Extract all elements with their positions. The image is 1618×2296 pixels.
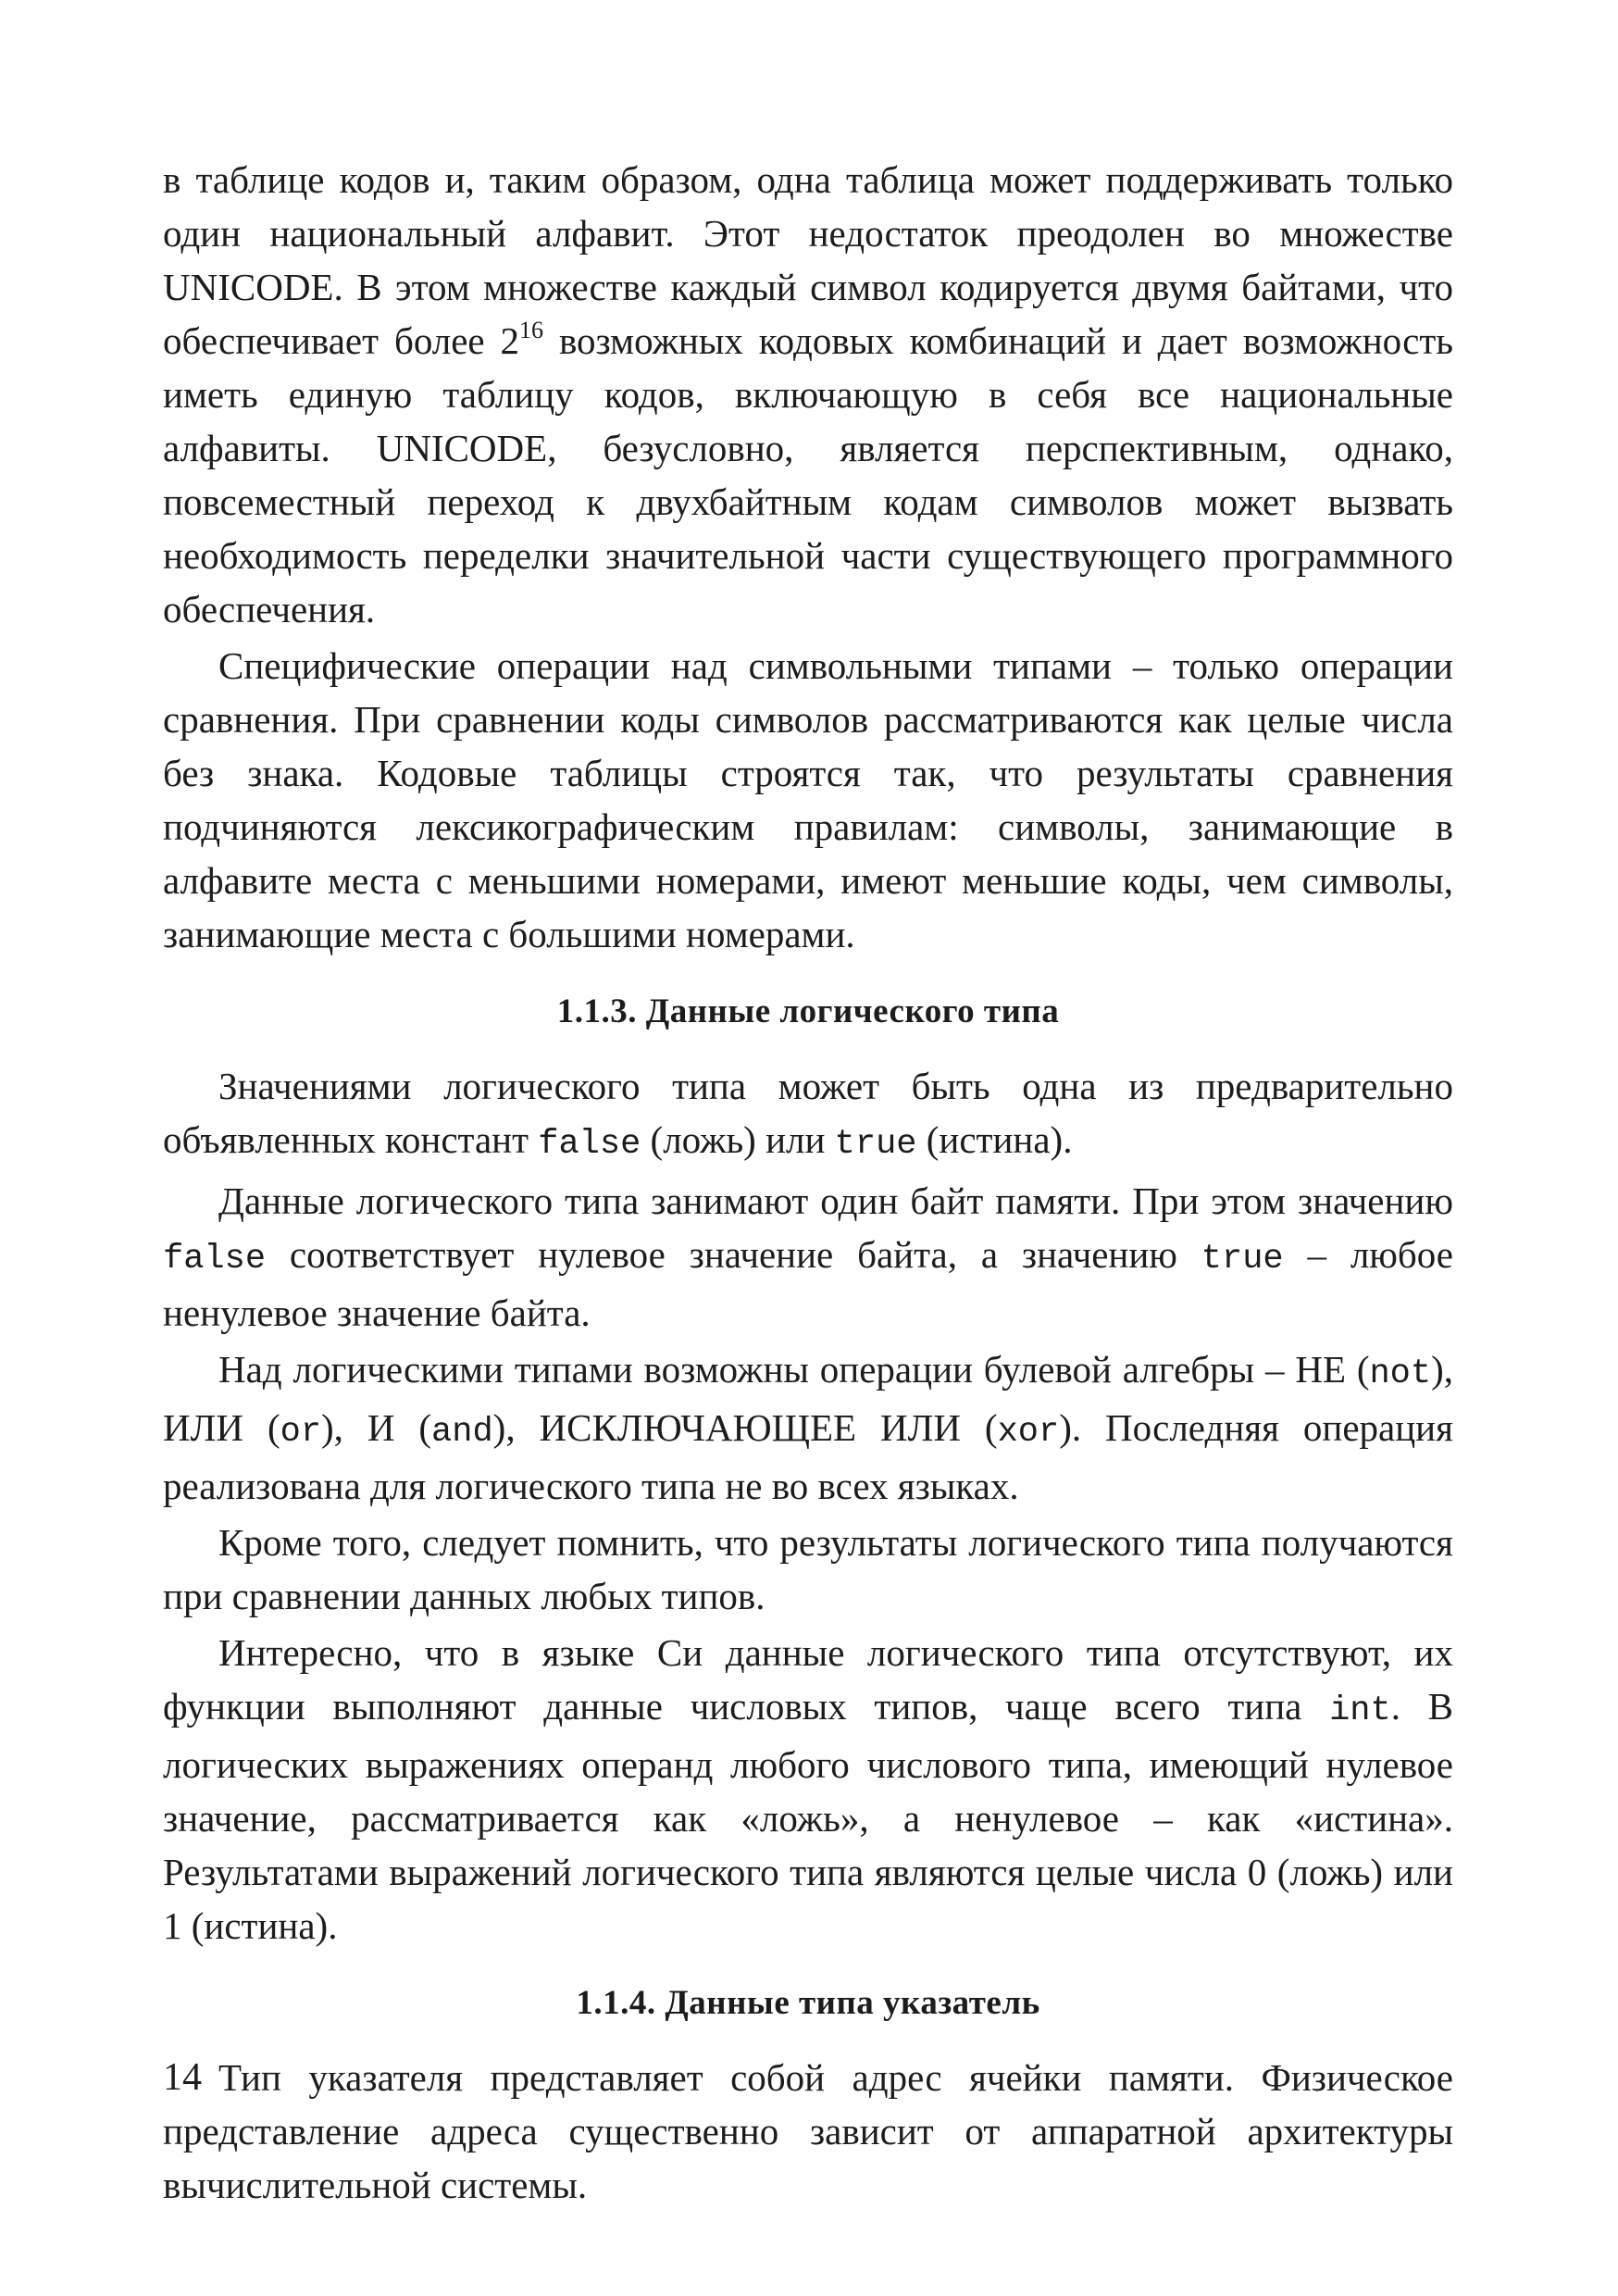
code-or: or [280,1413,322,1452]
code-true: true [834,1125,917,1164]
paragraph-unicode-text-a: в таблице кодов и, таким образом, одна таблица может поддерживать только один национальный алфавит. Этот недостаток преодолен во множестве UNICODE. В этом множестве каждый символ кодируется двумя байтами, что обеспечивает более 2 [163,158,1453,362]
paragraph-boolean-operations [163,1342,1453,1513]
superscript-exponent: 16 [519,317,544,344]
paragraph-logical-memory-text-b: соответствует нулевое значение байта, а значению [266,1233,1201,1276]
code-false: false [538,1125,641,1164]
paragraph-c-language [163,1626,1453,1953]
paragraph-boolean-operations-text-b: ), ИЛИ ( [163,1348,1453,1449]
paragraph-boolean-operations-text-c: ), И ( [321,1406,432,1449]
paragraph-logical-memory-text-a: Данные логического типа занимают один байт памяти. При этом значению [218,1179,1453,1222]
code-false: false [163,1240,267,1279]
section-heading-logical-type: 1.1.3. Данные логического типа [556,992,1060,1030]
code-true: true [1201,1240,1284,1279]
paragraph-unicode-text-b: возможных кодовых комбинаций и дает возможность иметь единую таблицу кодов, включающую в себя все национальные алфавиты. UNICODE, безусловно, является перспективным, однако, повсеместный переход к двухбайтным кодам символов может вызвать необходимость переделки значительной части существующего программного обеспечения. [163,319,1453,630]
paragraph-c-language-text-a: Интересно, что в языке Си данные логического типа отсутствуют, их функции выполняют данные числовых типов, чаще всего типа [163,1631,1453,1728]
paragraph-logical-memory [163,1174,1453,1340]
paragraph-c-language-text-b: . В логических выражениях операнд любого числового типа, имеющий нулевое значение, рассматривается как «ложь», а ненулевое – как «истина». Результатами выражений логического типа являются целые числа 0 (ложь) или 1 (истина). [163,1685,1453,1947]
paragraph-boolean-operations-text-e: ). Последняя операция реализована для логического типа не во всех языках. [163,1406,1453,1507]
paragraph-unicode [163,153,1453,636]
page-content [163,153,1453,2212]
paragraph-logical-values [163,1059,1453,1171]
paragraph-logical-values-text-b: (ложь) или [641,1118,835,1161]
paragraph-logical-values-text-a: Значениями логического типа может быть одна из предварительно объявленных констант [163,1065,1453,1161]
code-int: int [1329,1691,1391,1730]
section-heading-pointer-type: 1.1.4. Данные типа указатель [576,1984,1040,2022]
paragraph-logical-values-text-c: (истина). [916,1118,1073,1161]
paragraph-boolean-operations-text-d: ), ИСКЛЮЧАЮЩЕЕ ИЛИ ( [492,1406,998,1449]
code-and: and [431,1413,493,1452]
paragraph-pointer: Тип указателя представляет собой адрес ячейки памяти. Физическое представление адреса существенно зависит от аппаратной архитектуры вычислительной системы. [163,2056,1453,2206]
code-not: not [1369,1354,1432,1393]
paragraph-char-operations: Специфические операции над символьными типами – только операции сравнения. При сравнении коды символов рассматриваются как целые числа без знака. Кодовые таблицы строятся так, что результаты сравнения подчиняются лексикографическим правилам: символы, занимающие в алфавите места с меньшими номерами, имеют меньшие коды, чем символы, занимающие места с большими номерами. [163,644,1453,955]
paragraph-comparison-results: Кроме того, следует помнить, что результаты логического типа получаются при сравнении данных любых типов. [163,1521,1453,1617]
paragraph-boolean-operations-text-a: Над логическими типами возможны операции булевой алгебры – НЕ ( [218,1348,1370,1391]
page-number: 14 [163,2056,202,2099]
paragraph-logical-memory-text-c: – любое ненулевое значение байта. [163,1233,1453,1334]
code-xor: xor [997,1413,1060,1452]
